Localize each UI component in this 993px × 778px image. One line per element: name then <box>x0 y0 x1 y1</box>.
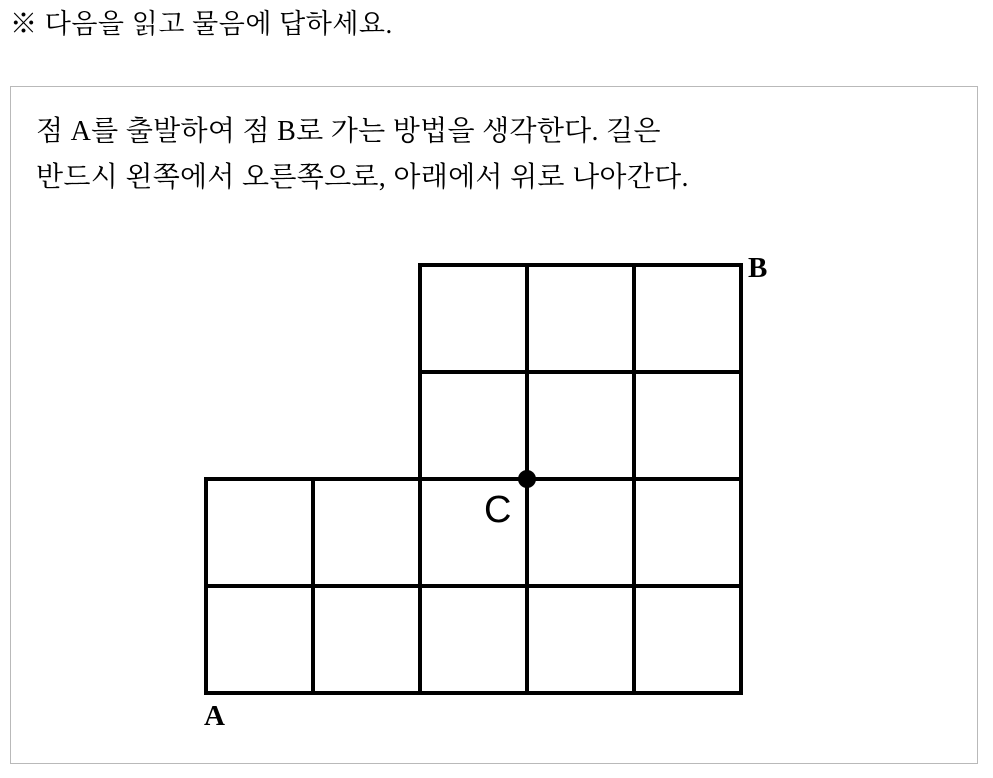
label-a: A <box>204 700 225 732</box>
lattice-grid-figure <box>144 247 844 747</box>
figure-container <box>11 247 977 757</box>
label-b: B <box>748 252 768 284</box>
grid-horizontal-lines <box>206 265 741 693</box>
problem-line-1: 점 A를 출발하여 점 B로 가는 방법을 생각한다. 길은 <box>36 116 661 147</box>
point-c-marker <box>518 470 536 488</box>
problem-line-2: 반드시 왼쪽에서 오른쪽으로, 아래에서 위로 나아간다. <box>36 162 689 193</box>
label-c: C <box>484 489 512 531</box>
instruction-text: ※ 다음을 읽고 물음에 답하세요. <box>10 9 393 39</box>
problem-statement <box>36 109 956 201</box>
problem-box <box>10 86 978 764</box>
